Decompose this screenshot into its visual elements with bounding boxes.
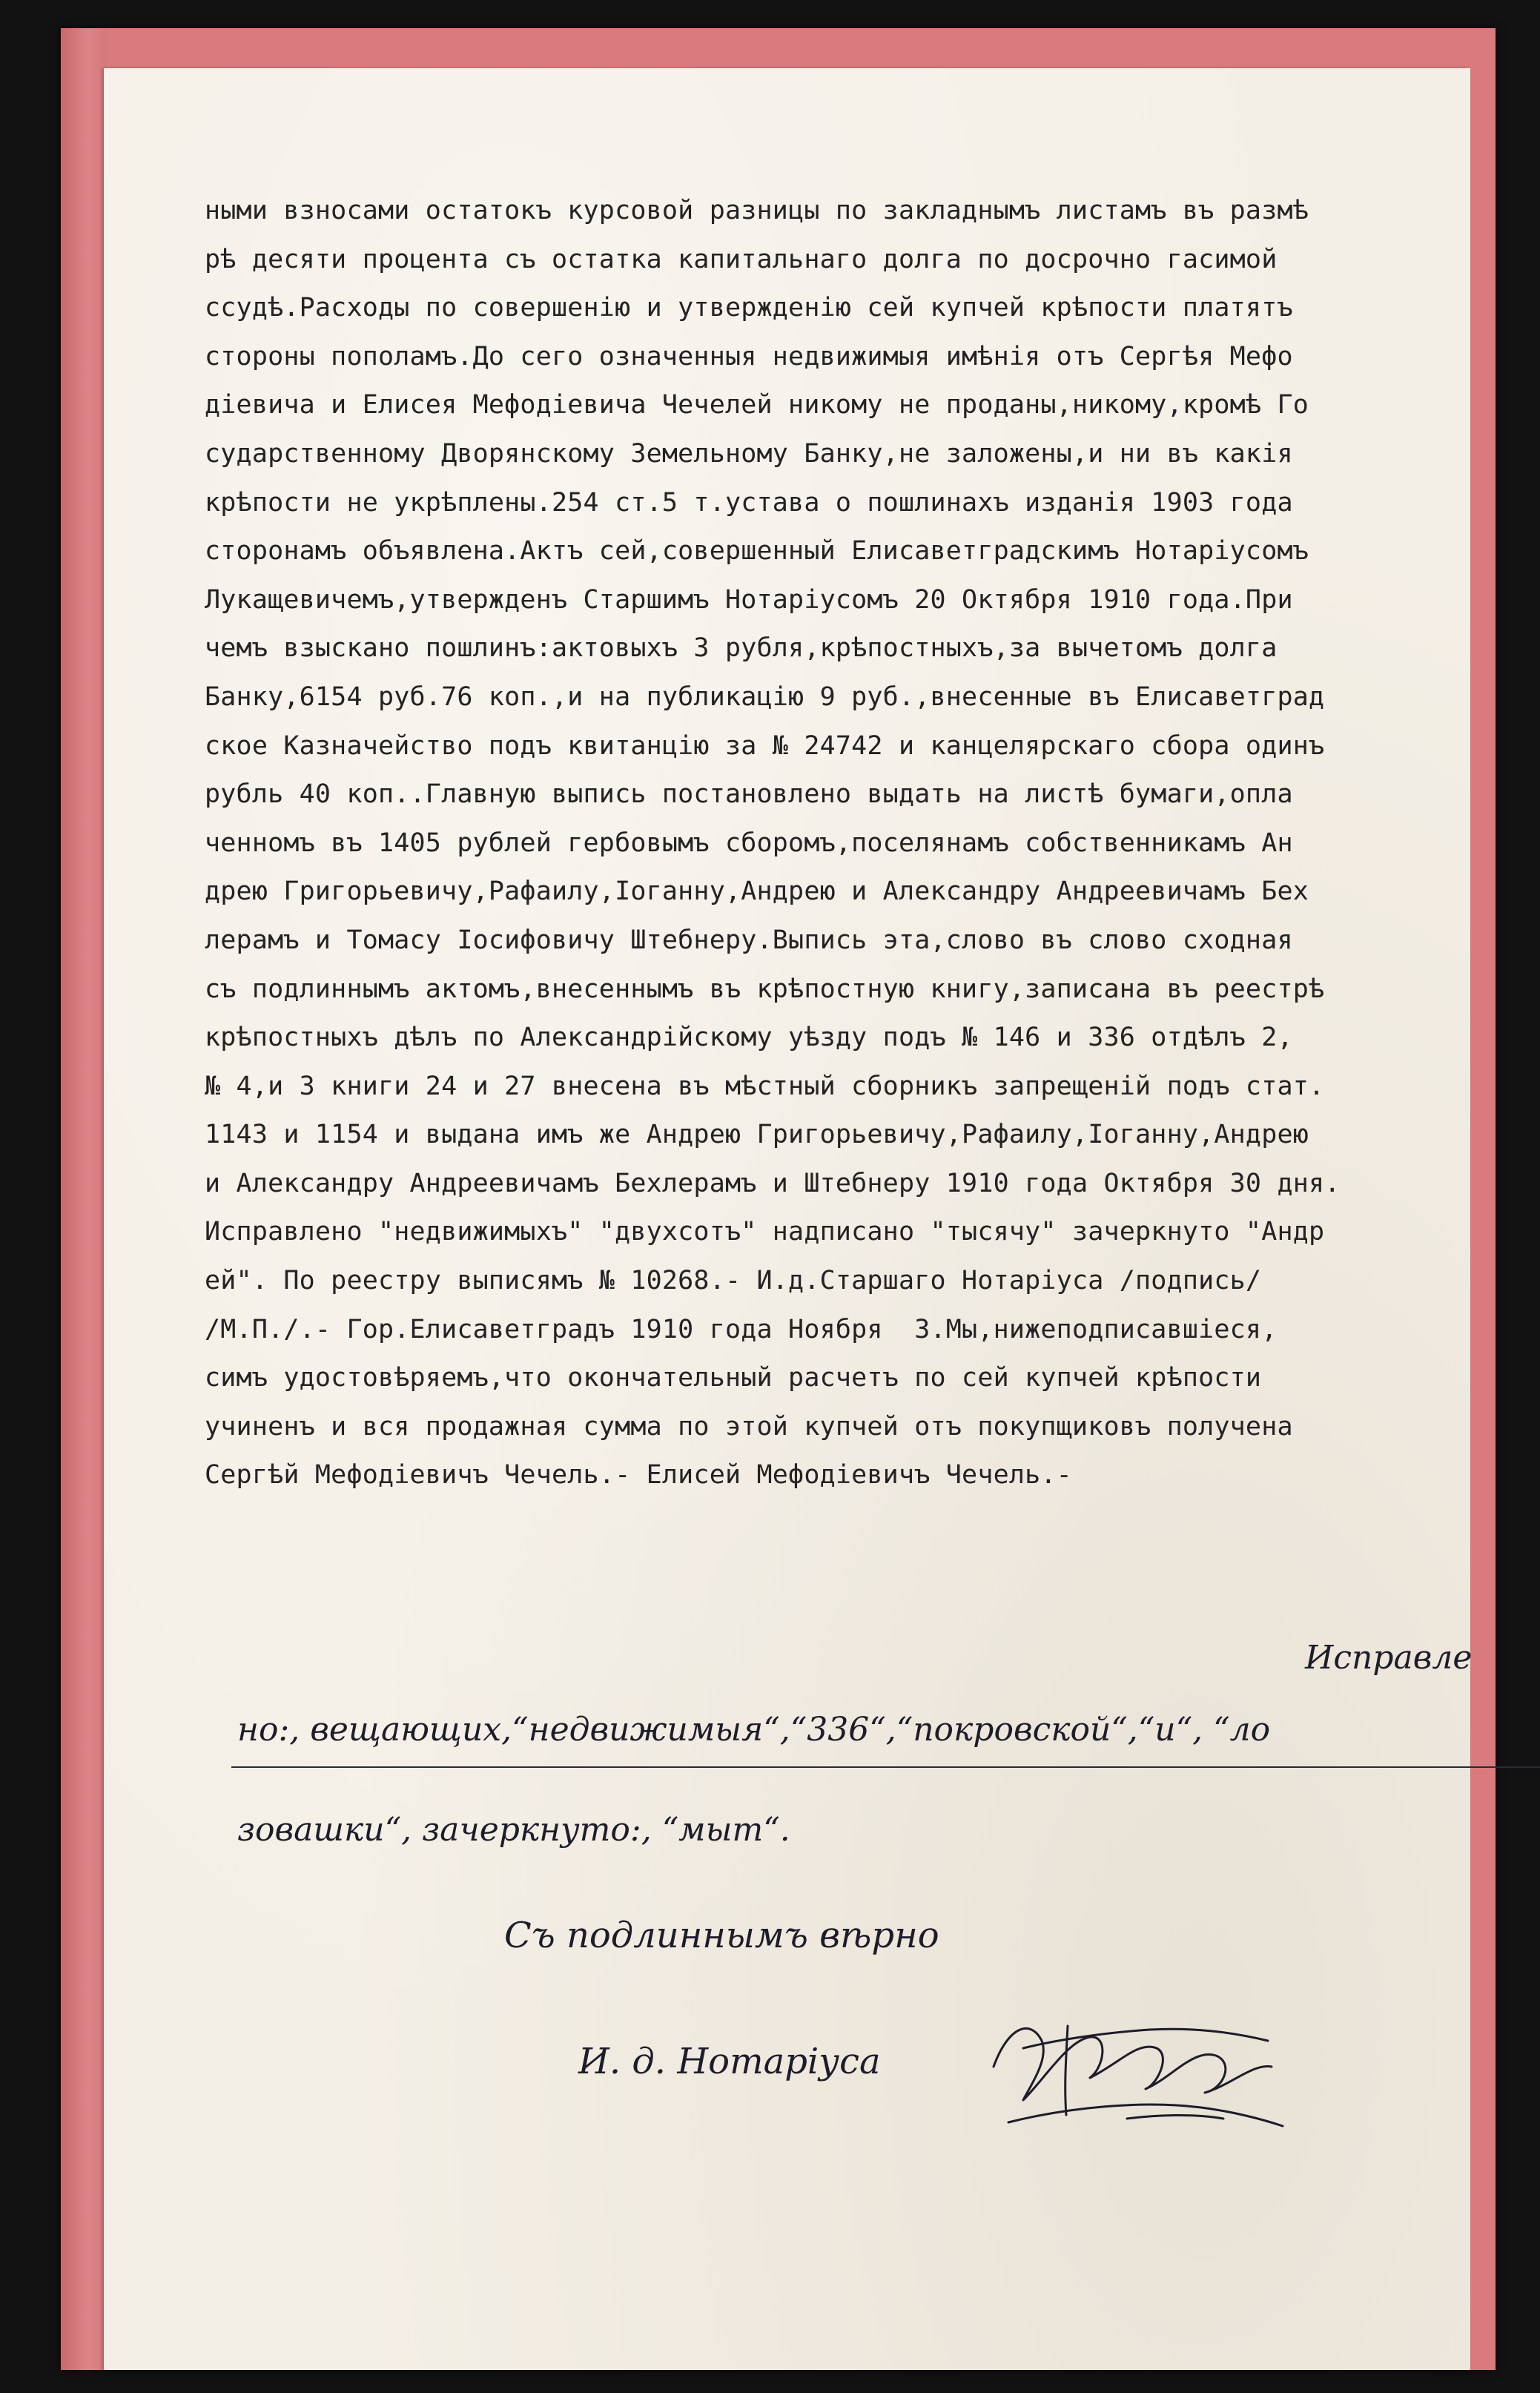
- text-line: крѣпости не укрѣплены.254 ст.5 т.устава о пошлинахъ изданiя 1903 года: [205, 487, 1293, 518]
- text-line: сторонамъ объявлена.Актъ сей,совершенный Елисаветградскимъ Нотарiусомъ: [205, 536, 1309, 567]
- text-line: дiевича и Елисея Мефодiевича Чечелей никому не проданы,никому,кромѣ Го: [205, 390, 1309, 420]
- text-line: 1143 и 1154 и выдана имъ же Андрею Григорьевичу,Рафаилу,Iоганну,Андрею: [205, 1120, 1309, 1150]
- text-line: Сергѣй Мефодiевичъ Чечель.- Елисей Мефодiевичъ Чечель.-: [205, 1460, 1072, 1491]
- text-line: съ подлиннымъ актомъ,внесеннымъ въ крѣпостную книгу,записана въ реестрѣ: [205, 974, 1325, 1004]
- handwritten-attestation: Съ подлиннымъ вѣрно: [504, 1915, 939, 1956]
- text-line: и Александру Андреевичамъ Бехлерамъ и Штебнеру 1910 года Октября 30 дня.: [205, 1168, 1341, 1198]
- notary-signature: [979, 1996, 1298, 2145]
- text-line: ченномъ въ 1405 рублей гербовымъ сборомъ,поселянамъ собственникамъ Ан: [205, 828, 1293, 858]
- text-line: дрею Григорьевичу,Рафаилу,Iоганну,Андрею и Александру Андреевичамъ Бех: [205, 877, 1309, 907]
- text-line: Исправлено "недвижимыхъ" "двухсотъ" надписано "тысячу" зачеркнуто "Андр: [205, 1217, 1325, 1247]
- document-page: [104, 68, 1473, 2370]
- folder-edge: [61, 28, 107, 2370]
- text-line: чемъ взыскано пошлинъ:актовыхъ 3 рубля,крѣпостныхъ,за вычетомъ долга: [205, 633, 1278, 664]
- text-line: ссудѣ.Расходы по совершенiю и утвержденiю сей купчей крѣпости платятъ: [205, 293, 1293, 323]
- text-line: № 4,и 3 книги 24 и 27 внесена въ мѣстный сборникъ запрещенiй подъ стат.: [205, 1071, 1325, 1101]
- text-line: ей". По реестру выписямъ № 10268.- И.д.Старшаго Нотарiуса /подпись/: [205, 1266, 1262, 1296]
- text-line: крѣпостныхъ дѣлъ по Александрiйскому уѣзду подъ № 146 и 336 отдѣлъ 2,: [205, 1023, 1293, 1053]
- handwritten-stroke: [231, 1766, 1540, 1768]
- text-line: ское Казначейство подъ квитанцiю за № 24742 и канцелярскаго сбора одинъ: [205, 730, 1325, 761]
- text-line: рѣ десяти процента съ остатка капитальнаго долга по досрочно гасимой: [205, 244, 1278, 274]
- text-line: лерамъ и Томасу Iосифовичу Штебнеру.Выпись эта,слово въ слово сходная: [205, 925, 1293, 955]
- handwritten-correction-line-2: но:, вещающих,“недвижимыя“,“336“,“покровской“,“и“, “ло: [237, 1711, 1271, 1749]
- text-line: рубль 40 коп..Главную выпись постановлено выдать на листѣ бумаги,опла: [205, 779, 1293, 810]
- text-line: учиненъ и вся продажная сумма по этой купчей отъ покупщиковъ получена: [205, 1411, 1293, 1442]
- text-line: Лукащевичемъ,утвержденъ Старшимъ Нотарiусомъ 20 Октября 1910 года.При: [205, 584, 1293, 615]
- handwritten-correction-line-1: Исправле: [1305, 1639, 1473, 1677]
- text-line: симъ удостовѣряемъ,что окончательный расчетъ по сей купчей крѣпости: [205, 1363, 1262, 1393]
- handwritten-correction-line-3: зовашки“, зачеркнуто:, “мыт“.: [237, 1811, 790, 1849]
- text-line: стороны пополамъ.До сего означенныя недвижимыя имѣнiя отъ Сергѣя Мефо: [205, 341, 1293, 372]
- handwritten-notary-title: И. д. Нотарiуса: [578, 2041, 881, 2082]
- text-line: Банку,6154 руб.76 коп.,и на публикацiю 9 руб.,внесенные въ Елисаветград: [205, 681, 1325, 712]
- text-line: ными взносами остатокъ курсовой разницы по закладнымъ листамъ въ размѣ: [205, 196, 1309, 225]
- text-line: /М.П./.- Гор.Елисаветградъ 1910 года Ноября 3.Мы,нижеподписавшiеся,: [205, 1314, 1278, 1344]
- text-line: сударственному Дворянскому Земельному Банку,не заложены,и ни въ какiя: [205, 438, 1293, 469]
- typed-text-block: [205, 187, 1465, 1500]
